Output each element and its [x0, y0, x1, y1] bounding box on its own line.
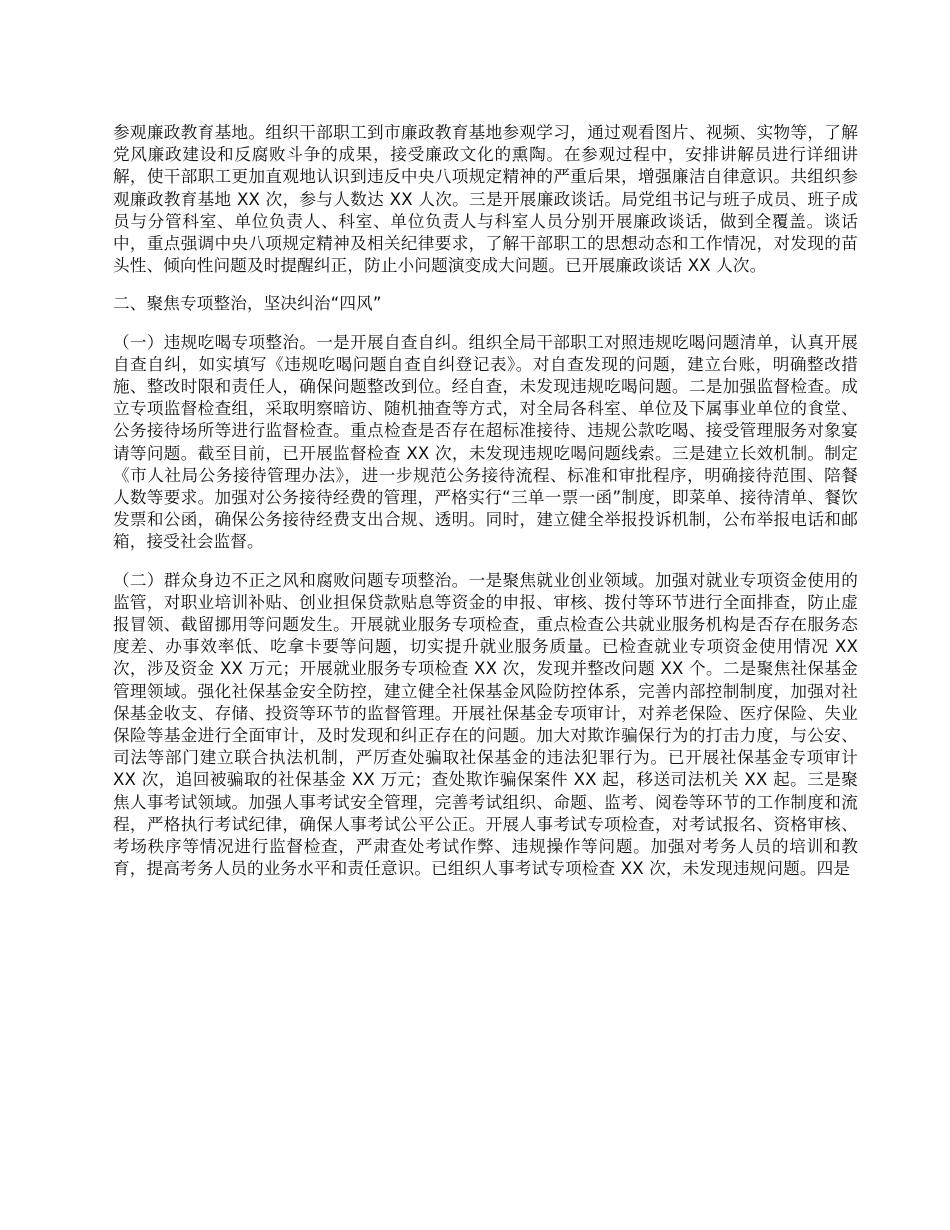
- paragraph-grassroots-rectification: （二）群众身边不正之风和腐败问题专项整治。一是聚焦就业创业领域。加强对就业专项资金使用的监管，对职业培训补贴、创业担保贷款贴息等资金的申报、审核、拨付等环节进行全面排查，防止虚报冒领、截留挪用等问题发生。开展就业服务专项检查，重点检查公共就业服务机构是否存在服务态度差、办事效率低、吃拿卡要等问题，切实提升就业服务质量。已检查就业专项资金使用情况 XX 次，涉及资金 XX 万元；开展就业服务专项检查 XX 次，发现并整改问题 XX 个。二是聚焦社保基金管理领域。强化社保基金安全防控，建立健全社保基金风险防控体系，完善内部控制制度，加强对社保基金收支、存储、投资等环节的监督管理。开展社保基金专项审计，对养老保险、医疗保险、失业保险等基金进行全面审计，及时发现和纠正存在的问题。加大对欺诈骗保行为的打击力度，与公安、司法等部门建立联合执法机制，严厉查处骗取社保基金的违法犯罪行为。已开展社保基金专项审计 XX 次，追回被骗取的社保基金 XX 万元；查处欺诈骗保案件 XX 起，移送司法机关 XX 起。三是聚焦人事考试领域。加强人事考试安全管理，完善考试组织、命题、监考、阅卷等环节的工作制度和流程，严格执行考试纪律，确保人事考试公平公正。开展人事考试专项检查，对考试报名、资格审核、考场秩序等情况进行监督检查，严肃查处考试作弊、违规操作等问题。加强对考务人员的培训和教育，提高考务人员的业务水平和责任意识。已组织人事考试专项检查 XX 次，未发现违规问题。四是: [113, 570, 858, 879]
- paragraph-dining-rectification: （一）违规吃喝专项整治。一是开展自查自纠。组织全局干部职工对照违规吃喝问题清单，认真开展自查自纠，如实填写《违规吃喝问题自查自纠登记表》。对自查发现的问题，建立台账，明确整改措施、整改时限和责任人，确保问题整改到位。经自查，未发现违规吃喝问题。二是加强监督检查。成立专项监督检查组，采取明察暗访、随机抽查等方式，对全局各科室、单位及下属事业单位的食堂、公务接待场所等进行监督检查。重点检查是否存在超标准接待、违规公款吃喝、接受管理服务对象宴请等问题。截至目前，已开展监督检查 XX 次，未发现违规吃喝问题线索。三是建立长效机制。制定《市人社局公务接待管理办法》，进一步规范公务接待流程、标准和审批程序，明确接待范围、陪餐人数等要求。加强对公务接待经费的管理，严格实行“三单一票一函”制度，即菜单、接待清单、餐饮发票和公函，确保公务接待经费支出合规、透明。同时，建立健全举报投诉机制，公布举报电话和邮箱，接受社会监督。: [113, 332, 858, 552]
- paragraph-spacer: [113, 554, 858, 570]
- section-heading: 二、聚焦专项整治，坚决纠治“四风”: [113, 294, 382, 314]
- paragraph-spacer: [113, 277, 858, 293]
- paragraph-education-base: 参观廉政教育基地。组织干部职工到市廉政教育基地参观学习，通过观看图片、视频、实物等，了解党风廉政建设和反腐败斗争的成果，接受廉政文化的熏陶。在参观过程中，安排讲解员进行详细讲解，使干部职工更加直观地认识到违反中央八项规定精神的严重后果，增强廉洁自律意识。共组织参观廉政教育基地 XX 次，参与人数达 XX 人次。三是开展廉政谈话。局党组书记与班子成员、班子成员与分管科室、单位负责人、科室、单位负责人与科室人员分别开展廉政谈话，做到全覆盖。谈话中，重点强调中央八项规定精神及相关纪律要求，了解干部职工的思想动态和工作情况，对发现的苗头性、倾向性问题及时提醒纠正，防止小问题演变成大问题。已开展廉政谈话 XX 人次。: [113, 123, 858, 276]
- paragraph-spacer: [113, 316, 858, 332]
- document-body: [113, 122, 858, 881]
